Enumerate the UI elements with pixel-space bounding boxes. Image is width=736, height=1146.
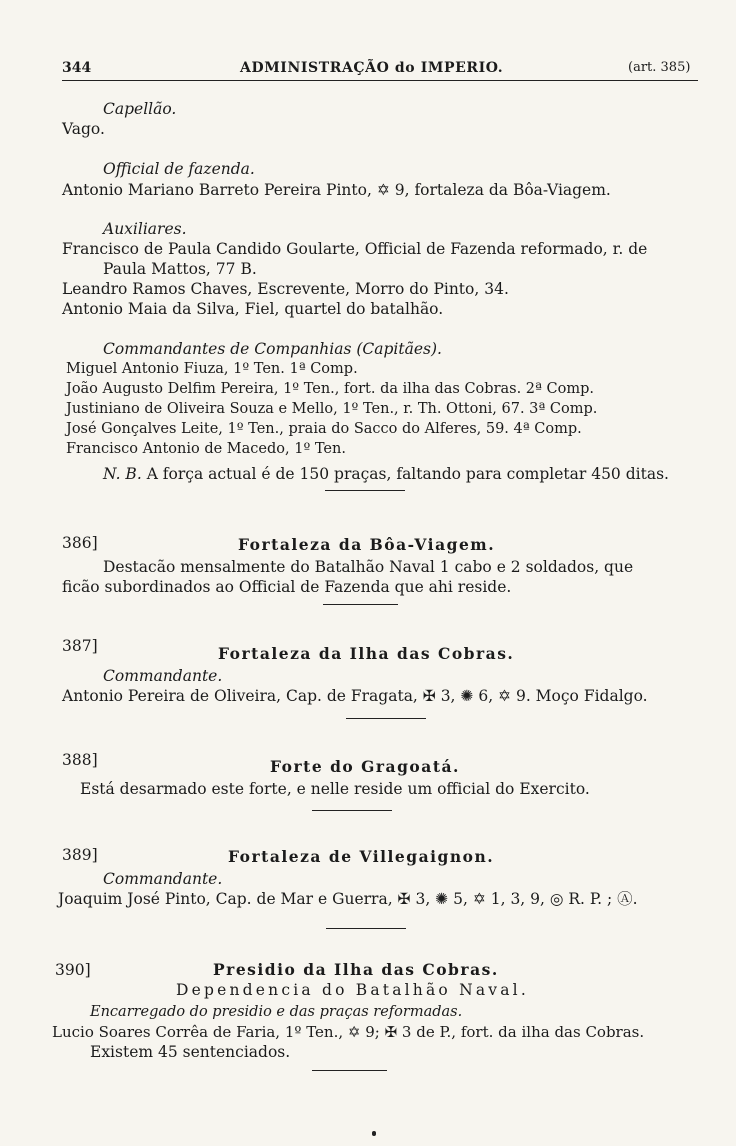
commandantes-label: Commandantes de Companhias (Capitães). <box>103 340 442 358</box>
section-388-number: 388] <box>62 751 98 769</box>
section-389-number: 389] <box>62 846 98 864</box>
section-389-title: Fortaleza de Villegaignon. <box>228 847 495 866</box>
section-divider <box>312 810 392 811</box>
commandante-3: Justiniano de Oliveira Souza e Mello, 1º Ten., r. Th. Ottoni, 67. 3ª Comp. <box>66 401 598 417</box>
commandante-5: Francisco Antonio de Macedo, 1º Ten. <box>66 441 346 457</box>
nota-bene-label: N. B. <box>103 465 142 483</box>
auxiliar-2: Leandro Ramos Chaves, Escrevente, Morro do Pinto, 34. <box>62 280 509 298</box>
section-divider <box>323 604 398 605</box>
section-386-line-1: Destacão mensalmente do Batalhão Naval 1 cabo e 2 soldados, que <box>103 558 634 576</box>
official-label: Official de fazenda. <box>103 160 255 178</box>
section-388-title: Forte do Gragoatá. <box>270 757 460 776</box>
section-386-line-2: ficão subordinados ao Official de Fazenda que ahi reside. <box>62 578 512 596</box>
print-mark <box>372 1131 376 1136</box>
commandante-1: Miguel Antonio Fiuza, 1º Ten. 1ª Comp. <box>66 361 358 377</box>
auxiliar-1-line-1: Francisco de Paula Candido Goularte, Official de Fazenda reformado, r. de <box>62 240 648 258</box>
auxiliares-label: Auxiliares. <box>103 220 187 238</box>
running-title: ADMINISTRAÇÃO do IMPERIO. <box>240 60 504 76</box>
capellao-label: Capellão. <box>103 100 177 118</box>
header-rule <box>62 80 698 81</box>
section-387-number: 387] <box>62 637 98 655</box>
section-387-title: Fortaleza da Ilha das Cobras. <box>218 644 515 663</box>
section-390-label: Encarregado do presidio e das praças reformadas. <box>90 1004 463 1020</box>
section-386-number: 386] <box>62 534 98 552</box>
section-386-title: Fortaleza da Bôa-Viagem. <box>238 535 496 554</box>
section-390-line-2: Existem 45 sentenciados. <box>90 1043 291 1061</box>
page-number: 344 <box>62 60 92 76</box>
article-reference: (art. 385) <box>628 60 691 75</box>
section-389-label: Commandante. <box>103 870 223 888</box>
official-value: Antonio Mariano Barreto Pereira Pinto, ✡ 9, fortaleza da Bôa-Viagem. <box>62 181 611 199</box>
auxiliar-3: Antonio Maia da Silva, Fiel, quartel do batalhão. <box>62 300 444 318</box>
section-divider <box>325 490 405 491</box>
section-388-line-1: Está desarmado este forte, e nelle reside um official do Exercito. <box>80 780 590 798</box>
auxiliar-1-line-2: Paula Mattos, 77 B. <box>103 260 257 278</box>
commandante-2: João Augusto Delfim Pereira, 1º Ten., fort. da ilha das Cobras. 2ª Comp. <box>66 381 594 397</box>
section-390-subtitle: Dependencia do Batalhão Naval. <box>176 981 529 999</box>
section-390-title: Presidio da Ilha das Cobras. <box>213 960 499 979</box>
section-divider <box>346 718 426 719</box>
section-389-line-1: Joaquim José Pinto, Cap. de Mar e Guerra, ✠ 3, ✺ 5, ✡ 1, 3, 9, ◎ R. P. ; Ⓐ. <box>58 890 638 908</box>
section-390-line-1: Lucio Soares Corrêa de Faria, 1º Ten., ✡ 9; ✠ 3 de P., fort. da ilha das Cobras. <box>52 1023 645 1041</box>
capellao-value: Vago. <box>62 120 105 138</box>
commandante-4: José Gonçalves Leite, 1º Ten., praia do Sacco do Alferes, 59. 4ª Comp. <box>66 421 582 437</box>
section-divider <box>312 1070 387 1071</box>
section-387-label: Commandante. <box>103 667 223 685</box>
nota-bene <box>103 464 669 484</box>
section-387-line-1: Antonio Pereira de Oliveira, Cap. de Fragata, ✠ 3, ✺ 6, ✡ 9. Moço Fidalgo. <box>62 687 648 705</box>
section-divider <box>326 928 406 929</box>
nota-bene-text: A força actual é de 150 praças, faltando para completar 450 ditas. <box>146 465 669 483</box>
section-390-number: 390] <box>55 961 91 979</box>
